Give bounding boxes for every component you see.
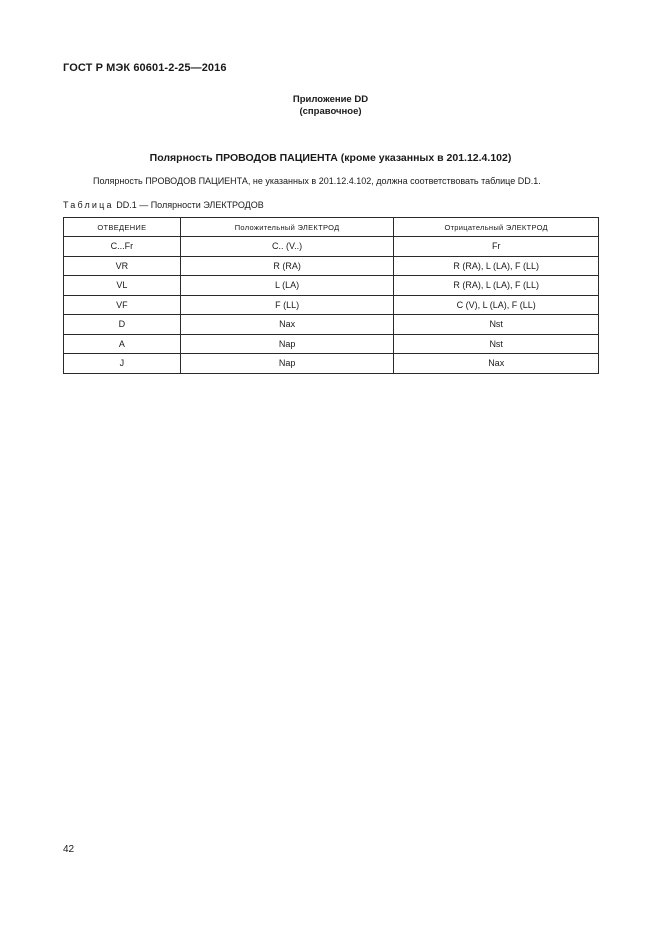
- column-header-lead: ОТВЕДЕНИЕ: [64, 218, 181, 237]
- cell-lead: J: [64, 354, 181, 374]
- cell-positive-electrode: R (RA): [180, 256, 394, 276]
- table-caption-prefix: Таблица: [63, 200, 114, 210]
- table-row: [64, 295, 599, 315]
- cell-positive-electrode: Nap: [180, 334, 394, 354]
- cell-positive-electrode: L (LA): [180, 276, 394, 296]
- table-row: [64, 276, 599, 296]
- column-header-negative-electrode: Отрицательный ЭЛЕКТРОД: [394, 218, 599, 237]
- cell-negative-electrode: R (RA), L (LA), F (LL): [394, 276, 599, 296]
- cell-lead: D: [64, 315, 181, 335]
- cell-negative-electrode: Nst: [394, 315, 599, 335]
- cell-negative-electrode: Nst: [394, 334, 599, 354]
- cell-negative-electrode: Nax: [394, 354, 599, 374]
- cell-positive-electrode: Nax: [180, 315, 394, 335]
- section-body-text: Полярность ПРОВОДОВ ПАЦИЕНТА, не указанных в 201.12.4.102, должна соответствовать таблице DD.1.: [93, 176, 541, 186]
- cell-positive-electrode: C.. (V..): [180, 237, 394, 257]
- table-caption-text: DD.1 — Полярности ЭЛЕКТРОДОВ: [113, 200, 264, 210]
- table-row: [64, 256, 599, 276]
- appendix-subtitle: (справочное): [299, 106, 362, 117]
- cell-negative-electrode: C (V), L (LA), F (LL): [394, 295, 599, 315]
- table-row: [64, 237, 599, 257]
- cell-lead: C...Fr: [64, 237, 181, 257]
- electrode-polarity-table: [63, 217, 599, 374]
- cell-negative-electrode: Fr: [394, 237, 599, 257]
- table-row: [64, 354, 599, 374]
- section-title: Полярность ПРОВОДОВ ПАЦИЕНТА (кроме указанных в 201.12.4.102): [149, 152, 512, 164]
- cell-lead: VF: [64, 295, 181, 315]
- table-header-row: [64, 218, 599, 237]
- column-header-positive-electrode: Положительный ЭЛЕКТРОД: [180, 218, 394, 237]
- appendix-title: Приложение DD: [292, 94, 369, 105]
- cell-positive-electrode: Nap: [180, 354, 394, 374]
- table-row: [64, 334, 599, 354]
- cell-negative-electrode: R (RA), L (LA), F (LL): [394, 256, 599, 276]
- standard-code-header: ГОСТ Р МЭК 60601-2-25—2016: [63, 62, 227, 74]
- appendix-heading: [0, 94, 661, 118]
- cell-positive-electrode: F (LL): [180, 295, 394, 315]
- page-number: 42: [63, 844, 75, 855]
- cell-lead: VL: [64, 276, 181, 296]
- table-row: [64, 315, 599, 335]
- table-caption: [63, 200, 264, 210]
- cell-lead: A: [64, 334, 181, 354]
- cell-lead: VR: [64, 256, 181, 276]
